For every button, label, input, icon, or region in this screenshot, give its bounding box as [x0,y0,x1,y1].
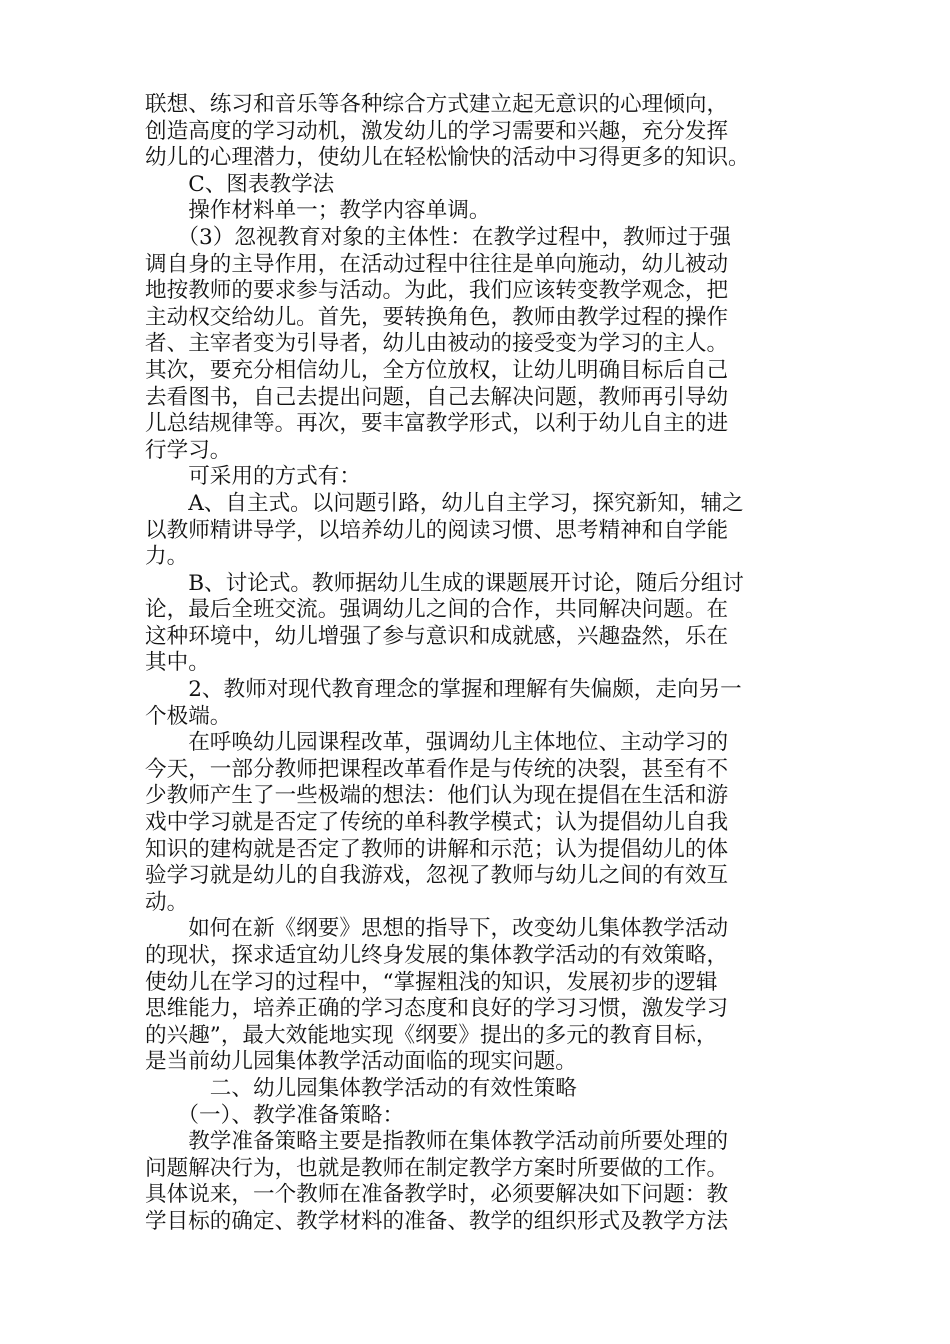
text-line: （一）、教学准备策略： [145,1102,405,1128]
text-line: 幼儿的心理潜力，使幼儿在轻松愉快的活动中习得更多的知识。 [145,145,750,171]
text-line: 知识的建构就是否定了教师的讲解和示范；认为提倡幼儿的体 [145,836,729,862]
text-line: 论，最后全班交流。强调幼儿之间的合作，共同解决问题。在 [145,597,729,623]
text-line: 儿总结规律等。再次，要丰富教学形式，以利于幼儿自主的进 [145,411,729,437]
text-line: 行学习。 [145,437,232,463]
text-line: 者、主宰者变为引导者，幼儿由被动的接受变为学习的主人。 [145,331,729,357]
text-line: 具体说来，一个教师在准备教学时，必须要解决如下问题：教 [145,1182,729,1208]
text-line: 调自身的主导作用，在活动过程中往往是单向施动，幼儿被动 [145,251,729,277]
text-line: 的兴趣”，最大效能地实现《纲要》提出的多元的教育目标， [145,1022,718,1048]
text-line: 这种环境中，幼儿增强了参与意识和成就感，兴趣盎然，乐在 [145,623,729,649]
text-line: 思维能力，培养正确的学习态度和良好的学习习惯，激发学习 [145,996,729,1022]
text-line: 操作材料单一；教学内容单调。 [145,198,491,224]
text-line: 个极端。 [145,703,232,729]
text-line: 二、幼儿园集体教学活动的有效性策略 [145,1075,577,1101]
text-line: 联想、练习和音乐等各种综合方式建立起无意识的心理倾向， [145,92,729,117]
text-line: B、讨论式。教师据幼儿生成的课题展开讨论，随后分组讨 [145,570,744,596]
text-line: 其次，要充分相信幼儿，全方位放权，让幼儿明确目标后自己 [145,357,729,383]
text-line: 在呼唤幼儿园课程改革，强调幼儿主体地位、主动学习的 [145,730,729,756]
text-line: 主动权交给幼儿。首先，要转换角色，教师由教学过程的操作 [145,304,729,330]
text-line: 地按教师的要求参与活动。为此，我们应该转变教学观念，把 [145,278,729,304]
text-line: 其中。 [145,650,210,676]
text-line: C、图表教学法 [145,171,335,197]
text-line: 验学习就是幼儿的自我游戏，忽视了教师与幼儿之间的有效互 [145,863,729,889]
text-line: 学目标的确定、教学材料的准备、教学的组织形式及教学方法 [145,1208,729,1234]
text-line: 使幼儿在学习的过程中，“掌握粗浅的知识，发展初步的逻辑 [145,969,718,995]
text-line: 力。 [145,544,189,570]
text-line: A、自主式。以问题引路，幼儿自主学习，探究新知，辅之 [145,490,744,516]
text-line: 戏中学习就是否定了传统的单科教学模式；认为提倡幼儿自我 [145,810,729,836]
text-line: 问题解决行为，也就是教师在制定教学方案时所要做的工作。 [145,1155,729,1181]
text-line: 以教师精讲导学，以培养幼儿的阅读习惯、思考精神和自学能 [145,517,729,543]
text-line: 2、教师对现代教育理念的掌握和理解有失偏颇，走向另一 [145,677,742,703]
text-line: 的现状，探求适宜幼儿终身发展的集体教学活动的有效策略， [145,943,729,968]
text-line: 如何在新《纲要》思想的指导下，改变幼儿集体教学活动 [145,916,729,942]
text-line: 是当前幼儿园集体教学活动面临的现实问题。 [145,1049,577,1075]
text-line: 可采用的方式有： [145,464,361,490]
text-line: 创造高度的学习动机，激发幼儿的学习需要和兴趣，充分发挥 [145,118,729,144]
text-line: 少教师产生了一些极端的想法：他们认为现在提倡在生活和游 [145,783,729,809]
text-line: 教学准备策略主要是指教师在集体教学活动前所要处理的 [145,1129,729,1155]
text-line: （3）忽视教育对象的主体性：在教学过程中，教师过于强 [145,224,731,250]
document-body-text [145,92,813,1236]
text-line: 去看图书，自己去提出问题，自己去解决问题，教师再引导幼 [145,384,729,410]
text-line: 今天，一部分教师把课程改革看作是与传统的决裂，甚至有不 [145,756,729,782]
text-line: 动。 [145,889,189,915]
